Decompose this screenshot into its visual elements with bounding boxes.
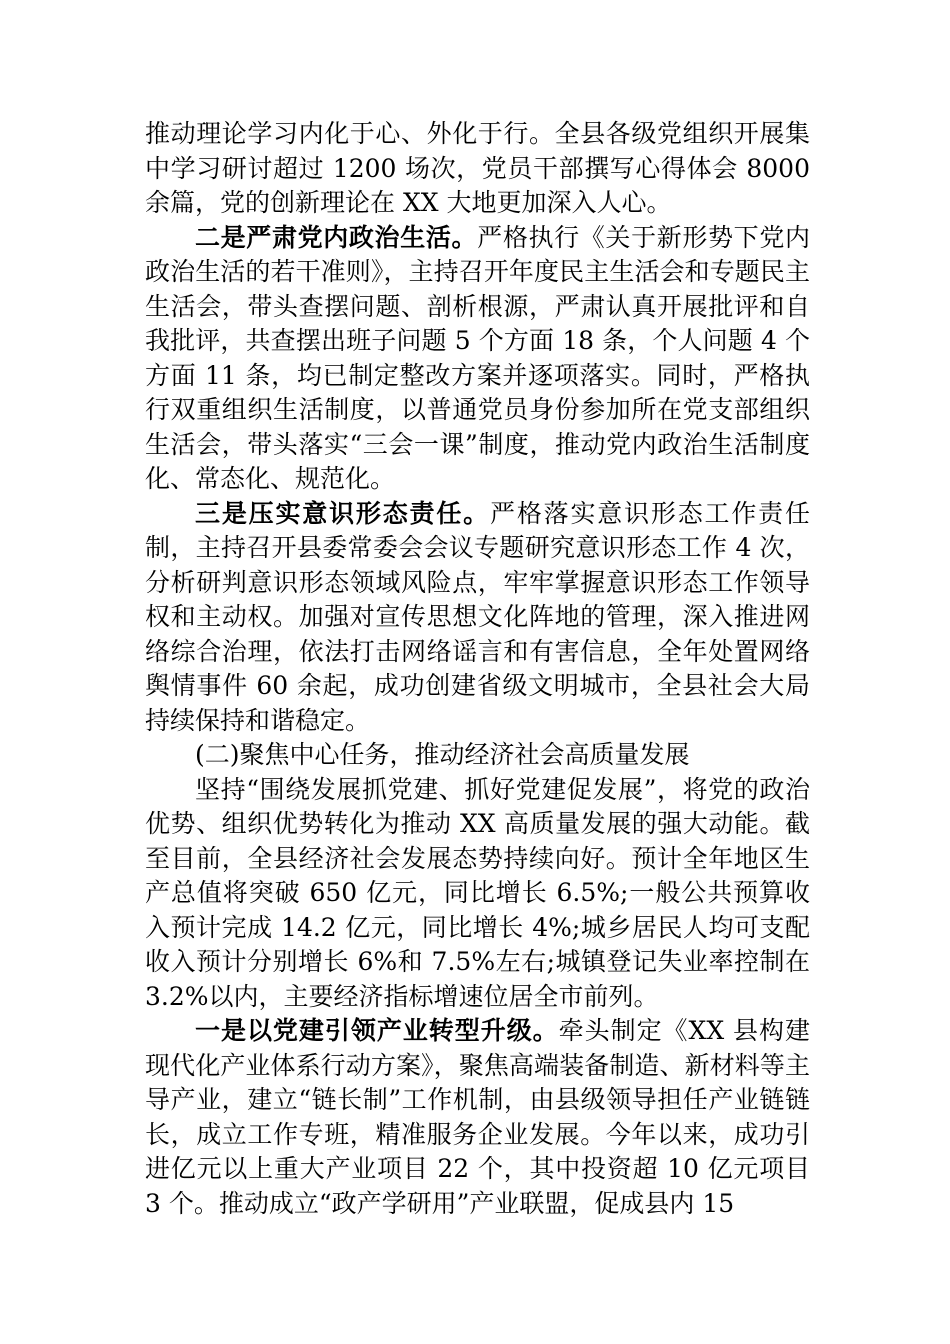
section-heading bbox=[145, 738, 810, 773]
document-page bbox=[145, 117, 810, 1221]
section-heading-text: (二)聚焦中心任务，推动经济社会高质量发展 bbox=[195, 740, 690, 769]
paragraph-lead-heading: 三是压实意识形态责任。 bbox=[195, 498, 490, 528]
paragraph-text: 牵头制定《XX 县构建现代化产业体系行动方案》，聚焦高端装备制造、新材料等主导产业，建立“链长制”工作机制，由县级领导担任产业链链长，成立工作专班，精准服务企业发展。今年以来，成功引进亿元以上重大产业项目 22 个，其中投资超 10 亿元项目 3 个。推动成立“政产学研用”产业联盟，促成县内 15 bbox=[145, 1016, 810, 1218]
paragraph-text: 推动理论学习内化于心、外化于行。全县各级党组织开展集中学习研讨超过 1200 场次，党员干部撰写心得体会 8000 余篇，党的创新理论在 XX 大地更加深入人心。 bbox=[145, 119, 810, 217]
paragraph-political-life bbox=[145, 221, 810, 497]
paragraph-lead-heading: 一是以党建引领产业转型升级。 bbox=[195, 1016, 559, 1045]
paragraph-industry-upgrade bbox=[145, 1014, 810, 1221]
paragraph-theory-study bbox=[145, 117, 810, 221]
paragraph-lead-heading: 二是严肃党内政治生活。 bbox=[195, 222, 478, 252]
paragraph-text: 坚持“围绕发展抓党建、抓好党建促发展”，将党的政治优势、组织优势转化为推动 XX 高质量发展的强大动能。截至目前，全县经济社会发展态势持续向好。预计全年地区生产总值将突破 650 亿元，同比增长 6.5%;一般公共预算收入预计完成 14.2 亿元，同比增长 4%;城乡居民人均可支配收入预计分别增长 6%和 7.5%左右;城镇登记失业率控制在 3.2%以内，主要经济指标增速位居全市前列。 bbox=[145, 774, 810, 1011]
paragraph-ideology-responsibility bbox=[145, 497, 810, 739]
paragraph-text: 严格执行《关于新形势下党内政治生活的若干准则》，主持召开年度民主生活会和专题民主生活会，带头查摆问题、剖析根源，严肃认真开展批评和自我批评，共查摆出班子问题 5 个方面 18 条，个人问题 4 个方面 11 条，均已制定整改方案并逐项落实。同时，严格执行双重组织生活制度，以普通党员身份参加所在党支部组织生活会，带头落实“三会一课”制度，推动党内政治生活制度化、常态化、规范化。 bbox=[145, 222, 810, 493]
paragraph-economic-development bbox=[145, 773, 810, 1015]
paragraph-text: 严格落实意识形态工作责任制，主持召开县委常委会会议专题研究意识形态工作 4 次，分析研判意识形态领域风险点，牢牢掌握意识形态工作领导权和主动权。加强对宣传思想文化阵地的管理，深入推进网络综合治理，依法打击网络谣言和有害信息，全年处置网络舆情事件 60 余起，成功创建省级文明城市，全县社会大局持续保持和谐稳定。 bbox=[145, 498, 810, 735]
